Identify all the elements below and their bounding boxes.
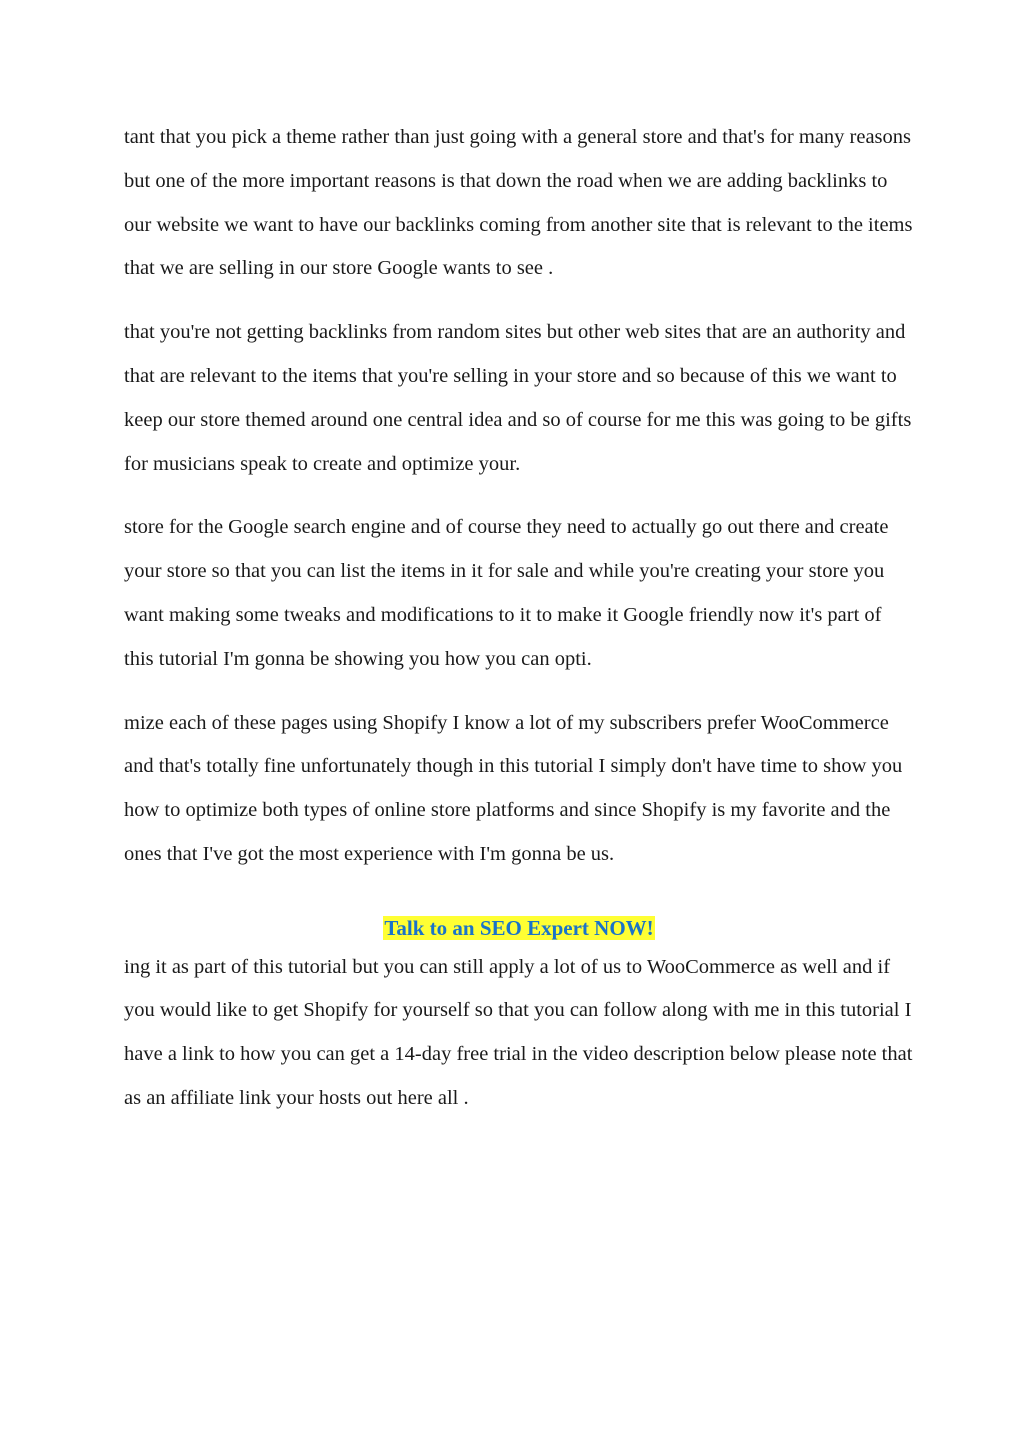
cta-container — [124, 910, 914, 946]
seo-expert-link[interactable]: Talk to an SEO Expert NOW! — [384, 915, 654, 940]
paragraph-3: store for the Google search engine and of course they need to actually go out there and create your store so that you can list the items in it for sale and while you're creating your store you want making some tweaks and modifications to it to make it Google friendly now it's part of this tutorial I'm gonna be showing you how you can opti. — [124, 516, 889, 670]
paragraph-4: mize each of these pages using Shopify I know a lot of my subscribers prefer WooCommerce and that's totally fine unfortunately though in this tutorial I simply don't have time to show you how to optimize both types of online store platforms and since Shopify is my favorite and the ones that I've got the most experience with I'm gonna be us. — [124, 711, 903, 865]
paragraph-1: tant that you pick a theme rather than just going with a general store and that's for many reasons but one of the more important reasons is that down the road when we are adding backlinks to our website we want to have our backlinks coming from another site that is relevant to the items that we are selling in our store Google wants to see . — [124, 126, 913, 280]
paragraph-2: that you're not getting backlinks from random sites but other web sites that are an authority and that are relevant to the items that you're selling in your store and so because of this we want to keep our store themed around one central idea and so of course for me this was going to be gifts for musicians speak to create and optimize your. — [124, 321, 912, 475]
document-body — [124, 116, 914, 1140]
paragraph-5: ing it as part of this tutorial but you can still apply a lot of us to WooCommerce as well and if you would like to get Shopify for yourself so that you can follow along with me in this tutorial I have a link to how you can get a 14-day free trial in the video description below please note that as an affiliate link your hosts out here all . — [124, 955, 913, 1109]
